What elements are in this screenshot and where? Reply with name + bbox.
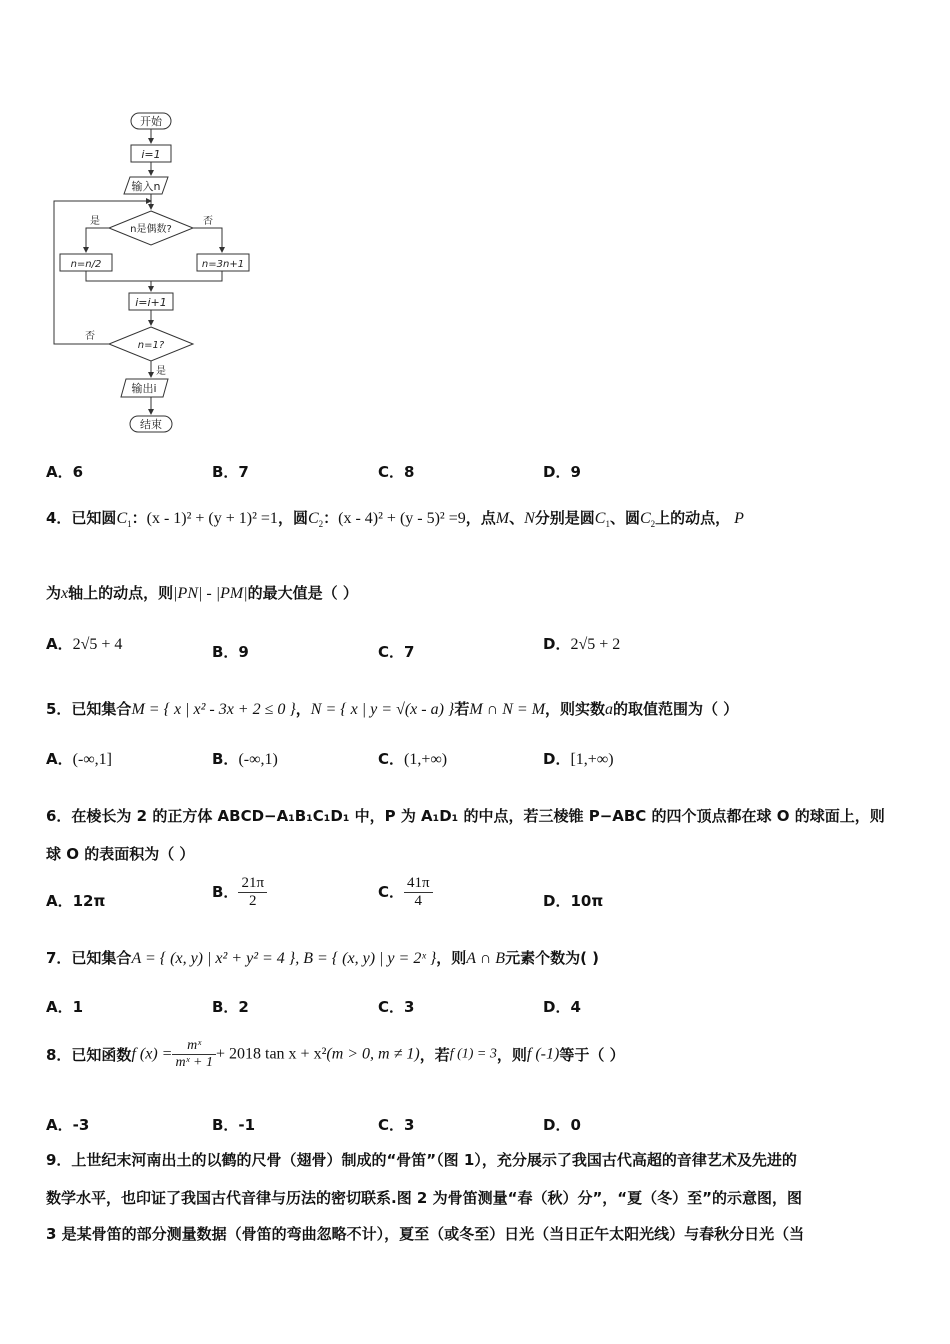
q5-option-a: A．(-∞,1] <box>46 750 112 768</box>
q3-option-c: C．8 <box>378 463 415 481</box>
q7-option-d: D．4 <box>543 998 581 1016</box>
q8-option-b: B．-1 <box>212 1116 256 1134</box>
q4-stem-line1: 4．已知圆$C_1$：(x - 1)² + (y + 1)² =1，圆$C_2$：(x - 4)² + (y - 5)² =9，点M、N分别是圆$C_1$、圆$C_2$上的动点， P <box>46 509 744 530</box>
no1-label: 否 <box>203 216 213 227</box>
init-label: i=1 <box>141 148 161 161</box>
no2-label: 否 <box>85 331 95 342</box>
input-label: 输入n <box>131 180 161 193</box>
q5-option-c: C．(1,+∞) <box>378 750 448 768</box>
q6-option-a: A．12π <box>46 892 106 910</box>
cond1-label: n是偶数? <box>130 224 172 235</box>
q7-option-a: A．1 <box>46 998 84 1016</box>
flowchart <box>40 105 300 445</box>
q3-option-d: D．9 <box>543 463 581 481</box>
increment-label: i=i+1 <box>135 296 167 309</box>
q6-stem-line1: 6．在棱长为 2 的正方体 ABCD−A₁B₁C₁D₁ 中，P 为 A₁D₁ 的中点，若三棱锥 P−ABC 的四个顶点都在球 O 的球面上，则 <box>46 807 885 825</box>
yes1-label: 是 <box>90 216 100 227</box>
yes2-label: 是 <box>156 366 166 377</box>
q9-stem-line1: 9．上世纪末河南出土的以鹤的尺骨（翅骨）制成的“骨笛”（图 1），充分展示了我国古代高超的音律艺术及先进的 <box>46 1151 797 1169</box>
q5-option-d: D．[1,+∞) <box>543 750 614 768</box>
q7-option-b: B．2 <box>212 998 249 1016</box>
q9-stem-line2: 数学水平，也印证了我国古代音律与历法的密切联系.图 2 为骨笛测量“春（秋）分”，“夏（冬）至”的示意图，图 <box>46 1189 803 1207</box>
q6-option-d: D．10π <box>543 892 604 910</box>
q7-option-c: C．3 <box>378 998 415 1016</box>
q4-option-c: C．7 <box>378 643 415 661</box>
cond2-label: n=1? <box>137 340 165 351</box>
triple-label: n=3n+1 <box>201 259 245 270</box>
q3-option-b: B．7 <box>212 463 249 481</box>
q3-option-a: A．6 <box>46 463 84 481</box>
q6-option-b: B． $\frac{21\pi}{2}$ <box>212 875 267 910</box>
output-label: 输出i <box>131 382 157 395</box>
q8-option-c: C．3 <box>378 1116 415 1134</box>
q9-stem-line3: 3 是某骨笛的部分测量数据（骨笛的弯曲忽略不计），夏至（或冬至）日光（当日正午太阳光线）与春秋分日光（当 <box>46 1225 805 1243</box>
q5-stem: 5．已知集合M = { x | x² - 3x + 2 ≤ 0 }，N = { x | y = √(x - a) }若M ∩ N = M，则实数a的取值范围为（ ） <box>46 700 739 718</box>
half-label: n=n/2 <box>70 259 102 270</box>
q8-option-d: D．0 <box>543 1116 581 1134</box>
q8-option-a: A．-3 <box>46 1116 90 1134</box>
q6-stem-line2: 球 O 的表面积为（ ） <box>46 845 195 863</box>
q4-option-a: A．2√5 + 4 <box>46 635 123 653</box>
start-label: 开始 <box>140 115 162 128</box>
q4-option-d: D．2√5 + 2 <box>543 635 621 653</box>
q7-stem: 7．已知集合A = { (x, y) | x² + y² = 4 }, B = { (x, y) | y = 2ˣ }，则A ∩ B元素个数为( ) <box>46 949 599 967</box>
end-label: 结束 <box>140 418 162 431</box>
q8-stem: 8．已知函数f (x) = $\frac{\text{mˣ}}{\text{mˣ + 1}}$ + 2018 tan x + x²(m > 0, m ≠ 1)，若f (1) = 3，则f (-1)等于（ ） <box>46 1038 625 1070</box>
q5-option-b: B．(-∞,1) <box>212 750 278 768</box>
q4-stem-line2: 为x轴上的动点，则|PN| - |PM|的最大值是（ ） <box>46 584 358 602</box>
q4-option-b: B．9 <box>212 643 249 661</box>
q6-option-c: C． $\frac{41\pi}{4}$ <box>378 875 433 910</box>
